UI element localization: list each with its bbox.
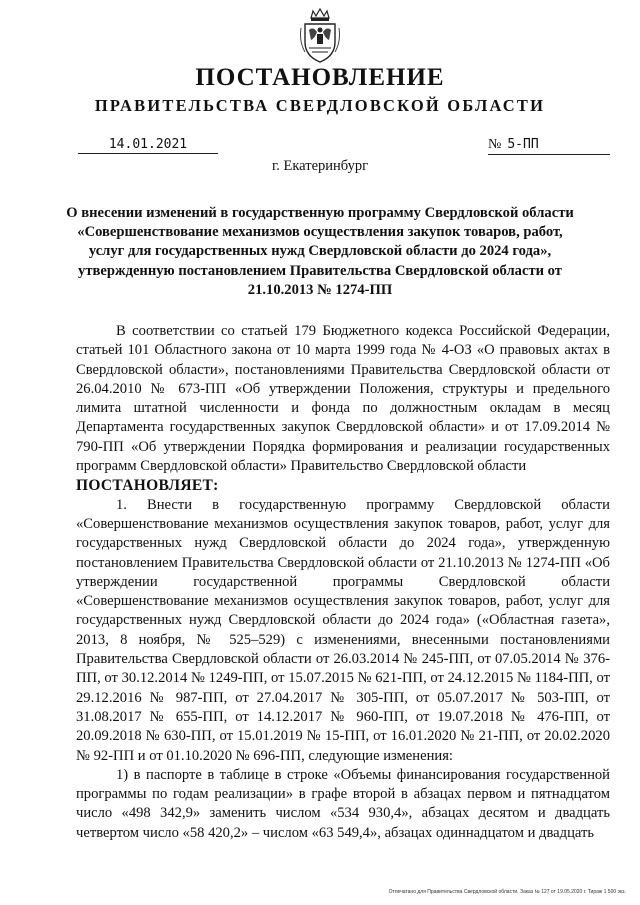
item-1-paragraph: 1. Внести в государственную программу Свердловской области «Совершенствование механизмов осуществления закупок товаров, работ, услуг для государственных нужд Свердловской области до 2024 года», утвержденную постановлением Правительства Свердловской области от 21.10.2013 № 1274-ПП «Об утверждении государственной программы Свердловской области «Совершенствование механизмов осуществления закупок товаров, работ, услуг для государственных нужд Свердловской области до 2024 года» («Областная газета», 2013, 8 ноября, № 525–529) с изменениями, внесенными постановлениями Правительства Свердловской области от 26.03.2014 № 245-ПП, от 07.05.2014 № 376-ПП, от 30.12.2014 № 1249-ПП, от 15.07.2015 № 621-ПП, от 24.12.2015 № 1184-ПП, от 29.12.2016 № 987-ПП, от 27.04.2017 № 305-ПП, от 05.07.2017 № 503-ПП, от 31.08.2017 № 655-ПП, от 14.12.2017 № 960-ПП, от 19.07.2018 № 476-ПП, от 20.09.2018 № 630-ПП, от 15.01.2019 № 15-ПП, от 16.01.2020 № 21-ПП, от 20.02.2020 № 92-ПП и от 01.10.2020 № 696-ПП, следующие изменения: xyxy=(76,496,610,764)
preamble-paragraph: В соответствии со статьей 179 Бюджетного кодекса Российской Федерации, статьей 101 Областного закона от 10 марта 1999 года № 4-ОЗ «О правовых актах в Свердловской области», постановлениями Правительства Свердловской области от 26.04.2010 № 673-ПП «Об утверждении Положения, структуры и предельного лимита штатной численности и фонда по должностным окладам в месяц Департамента государственных закупок Свердловской области» и от 17.09.2014 № 790-ПП «Об утверждении Порядка формирования и реализации государственных программ Свердловской области» Правительство Свердловской области xyxy=(76,323,610,475)
number-sign: № xyxy=(488,137,502,152)
coat-of-arms-icon xyxy=(299,8,341,64)
document-heading: О внесении изменений в государственную программу Свердловской области «Совершенствование механизмов осуществления закупок товаров, работ, услуг для государственных нужд Свердловской области до 2024 года», утвержденную постановлением Правительства Свердловской области от 21.10.2013 № 1274-ПП xyxy=(66,205,574,298)
resolves-heading: ПОСТАНОВЛЯЕТ: xyxy=(76,477,219,495)
document-number xyxy=(488,137,610,155)
number-value: 5-ПП xyxy=(507,137,539,152)
document-subtitle: ПРАВИТЕЛЬСТВА СВЕРДЛОВСКОЙ ОБЛАСТИ xyxy=(94,96,546,115)
document-body xyxy=(76,322,610,843)
item-1-1-paragraph: 1) в паспорте в таблице в строке «Объемы финансирования государственной программы по годам реализации» в графе второй в абзацах первом и пятнадцатом число «498 342,9» заменить числом «534 930,4», абзацах десятом и двадцать четвертом число «58 420,2» – числом «63 549,4», абзацах одиннадцатом и двадцать xyxy=(76,766,610,841)
document-date: 14.01.2021 xyxy=(78,137,218,154)
document-title: ПОСТАНОВЛЕНИЕ xyxy=(195,64,445,91)
print-footer: Отпечатано для Правительства Свердловской области. Заказ № 127 от 19.05.2020 г. Тираж 1 500 экз. xyxy=(388,889,626,895)
city: г. Екатеринбург xyxy=(271,158,369,174)
